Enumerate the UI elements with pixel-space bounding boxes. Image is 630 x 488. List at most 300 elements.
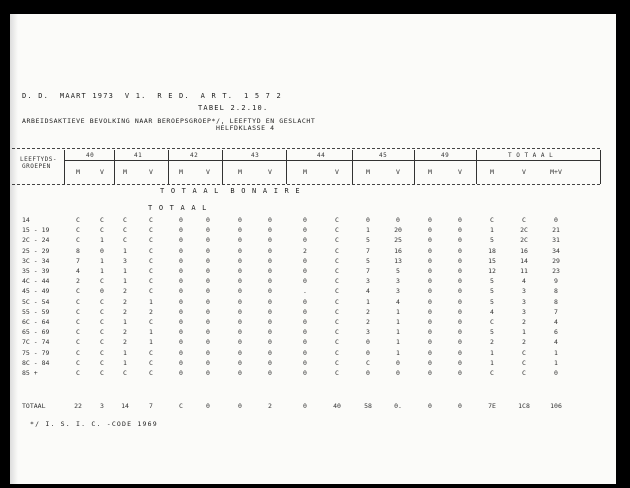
row-label: 4C - 44 <box>22 277 50 286</box>
sex-header: M <box>303 168 307 176</box>
table-cell: 0 <box>206 236 210 245</box>
table-cell: 0 <box>458 328 462 337</box>
age-header-line2: GROEPEN <box>22 163 51 170</box>
table-cell: 0 <box>268 267 272 275</box>
table-cell: C <box>335 236 339 245</box>
table-cell: 29 <box>552 256 560 265</box>
table-cell: 0 <box>458 287 462 296</box>
table-cell: C <box>335 267 339 275</box>
table-cell: 0 <box>206 226 210 235</box>
table-cell: C <box>149 318 153 326</box>
table-cell: C <box>100 297 104 306</box>
header-column-separator <box>352 150 353 184</box>
sex-header: M <box>428 168 432 176</box>
header-column-separator <box>222 150 223 184</box>
table-cell: 0 <box>238 287 242 296</box>
table-cell: 1 <box>490 348 494 357</box>
table-cell: 0 <box>268 236 272 245</box>
table-cell: 2 <box>522 338 526 347</box>
table-cell: 0 <box>428 338 432 347</box>
table-cell: 2C <box>520 236 528 245</box>
table-cell: 0 <box>268 348 272 357</box>
table-number: TABEL 2.2.10. <box>198 104 269 112</box>
table-cell: C <box>149 267 153 275</box>
table-title: ARBEIDSAKTIEVE BEVOLKING NAAR BEROEPSGROEP*/, LEEFTYD EN GESLACHT <box>22 117 316 125</box>
table-cell: 2 <box>123 287 127 296</box>
table-cell: 0 <box>268 297 272 306</box>
table-cell: 14 <box>520 256 528 265</box>
table-cell: 1 <box>554 358 558 367</box>
table-cell: 0 <box>458 358 462 367</box>
table-cell: 8 <box>554 297 558 306</box>
table-cell: 15 <box>488 256 496 265</box>
table-cell: 0 <box>303 348 307 357</box>
sex-header: V <box>268 168 272 176</box>
table-cell: 5 <box>490 236 494 245</box>
table-cell: C <box>123 216 127 224</box>
table-cell: 0 <box>238 297 242 306</box>
table-cell: C <box>100 307 104 316</box>
header-column-separator <box>286 150 287 184</box>
row-label: 2C - 24 <box>22 236 50 245</box>
table-cell: 0 <box>458 246 462 255</box>
table-cell: 1 <box>396 338 400 347</box>
table-cell: C <box>76 358 80 367</box>
table-cell: 2 <box>123 328 127 337</box>
table-cell: 3 <box>366 277 370 286</box>
table-cell: 0 <box>268 307 272 316</box>
table-cell: 9 <box>554 277 558 286</box>
group-header-44: 44 <box>317 152 326 159</box>
table-cell: 0 <box>268 369 272 377</box>
table-cell: 3 <box>123 256 127 265</box>
table-cell: C <box>149 226 153 235</box>
table-cell: C <box>335 256 339 265</box>
table-cell: C <box>123 369 127 377</box>
table-cell: 4 <box>76 267 80 275</box>
table-cell: C <box>522 348 526 357</box>
sex-header: M <box>179 168 183 176</box>
table-cell: C <box>335 369 339 377</box>
table-cell: 3 <box>522 287 526 296</box>
table-cell: C <box>149 277 153 286</box>
table-cell: 0 <box>303 256 307 265</box>
table-cell: 0 <box>458 307 462 316</box>
table-cell: C <box>335 338 339 347</box>
table-cell: 0 <box>238 358 242 367</box>
table-cell: 0 <box>179 226 183 235</box>
table-cell: 1 <box>396 318 400 326</box>
table-cell: 0 <box>238 246 242 255</box>
table-cell: 1 <box>366 297 370 306</box>
table-cell: 1 <box>396 328 400 337</box>
header-line: D. D. MAART 1973 V 1. R E D. A R T. 1 5 7 2 <box>22 92 282 100</box>
table-cell: 0 <box>428 297 432 306</box>
sex-header: M+V <box>550 168 562 176</box>
table-cell: 5 <box>366 256 370 265</box>
table-cell: 0 <box>458 318 462 326</box>
table-cell: 23 <box>552 267 560 275</box>
row-label: 3C - 34 <box>22 256 50 265</box>
table-cell: 0 <box>303 402 307 410</box>
table-cell: 0 <box>206 328 210 337</box>
table-cell: 0 <box>238 348 242 357</box>
table-cell: 0 <box>238 236 242 245</box>
section-heading-bonaire: T O T A A L B O N A I R E <box>160 187 301 195</box>
table-cell: 0 <box>268 318 272 326</box>
table-cell: 0 <box>428 267 432 275</box>
row-label: 15 - 19 <box>22 226 50 235</box>
table-cell: 0 <box>179 256 183 265</box>
table-cell: 0 <box>396 358 400 367</box>
section-heading-totaal: T O T A A L <box>148 204 208 212</box>
sex-header: V <box>100 168 104 176</box>
table-cell: 0 <box>206 216 210 224</box>
table-cell: 0 <box>238 267 242 275</box>
table-cell: 0 <box>428 358 432 367</box>
table-cell: 2 <box>123 297 127 306</box>
page-shadow <box>10 14 18 484</box>
table-cell: 0 <box>238 318 242 326</box>
table-cell: 3 <box>396 277 400 286</box>
table-cell: 0 <box>428 318 432 326</box>
table-cell: 0 <box>554 369 558 377</box>
table-cell: 2 <box>76 277 80 286</box>
table-cell: C <box>76 226 80 235</box>
table-cell: C <box>100 277 104 286</box>
table-cell: 0 <box>206 402 210 410</box>
table-cell: 0 <box>428 307 432 316</box>
table-cell: 0 <box>238 402 242 410</box>
table-cell: 0 <box>238 338 242 347</box>
table-cell: 0 <box>179 267 183 275</box>
table-cell: 3 <box>396 287 400 296</box>
table-cell: 0 <box>206 318 210 326</box>
sex-header: V <box>522 168 526 176</box>
row-label: TOTAAL <box>22 402 46 410</box>
footnote: */ I. S. I. C. -CODE 1969 <box>30 420 158 428</box>
table-cell: 0 <box>238 328 242 337</box>
table-cell: 1C8 <box>518 402 530 410</box>
table-cell: C <box>335 246 339 255</box>
table-cell: 0 <box>303 216 307 224</box>
table-cell: 0 <box>366 338 370 347</box>
table-cell: 4 <box>554 318 558 326</box>
header-column-separator <box>476 150 477 184</box>
table-cell: 7 <box>366 246 370 255</box>
table-cell: 7 <box>76 256 80 265</box>
table-cell: 0 <box>206 256 210 265</box>
table-cell: 0 <box>206 297 210 306</box>
sex-header: M <box>366 168 370 176</box>
table-cell: 3 <box>100 402 104 410</box>
table-cell: 0 <box>268 338 272 347</box>
table-cell: C <box>100 338 104 347</box>
table-cell: 0 <box>100 287 104 296</box>
table-cell: C <box>335 226 339 235</box>
table-cell: C <box>335 358 339 367</box>
table-cell: C <box>100 328 104 337</box>
table-cell: 5 <box>490 287 494 296</box>
header-bottom-rule <box>12 184 600 185</box>
table-cell: 0 <box>428 256 432 265</box>
row-label: 14 <box>22 216 30 224</box>
table-cell: 0 <box>428 328 432 337</box>
table-cell: 0 <box>303 318 307 326</box>
table-cell: 8 <box>76 246 80 255</box>
header-column-separator <box>600 150 601 184</box>
table-cell: 0 <box>206 338 210 347</box>
table-cell: 2C <box>520 226 528 235</box>
table-cell: 1 <box>396 307 400 316</box>
table-cell: C <box>76 297 80 306</box>
header-top-rule <box>12 148 600 149</box>
table-cell: 0 <box>268 328 272 337</box>
table-cell: 18 <box>488 246 496 255</box>
age-header-line1: LEEFTYDS- <box>20 156 58 163</box>
table-cell: C <box>123 226 127 235</box>
table-cell: C <box>100 358 104 367</box>
table-cell: 2 <box>123 338 127 347</box>
table-cell: 1 <box>149 328 153 337</box>
table-cell: C <box>149 369 153 377</box>
table-cell: . <box>303 287 307 296</box>
row-label: 85 + <box>22 369 38 377</box>
table-cell: 2 <box>123 307 127 316</box>
table-cell: 0 <box>458 216 462 224</box>
table-cell: C <box>76 338 80 347</box>
table-cell: C <box>149 236 153 245</box>
table-cell: 3 <box>522 307 526 316</box>
header-column-separator <box>414 150 415 184</box>
table-cell: C <box>100 318 104 326</box>
table-cell: C <box>522 369 526 377</box>
row-label: 6C - 64 <box>22 318 50 326</box>
table-cell: 16 <box>520 246 528 255</box>
table-cell: C <box>76 318 80 326</box>
table-cell: C <box>76 307 80 316</box>
table-cell: C <box>149 348 153 357</box>
table-cell: 0 <box>396 216 400 224</box>
table-cell: 21 <box>552 226 560 235</box>
table-cell: 11 <box>520 267 528 275</box>
table-cell: 7E <box>488 402 496 410</box>
sex-header: M <box>123 168 127 176</box>
group-header-42: 42 <box>190 152 199 159</box>
table-cell: C <box>100 226 104 235</box>
table-cell: 0 <box>303 328 307 337</box>
table-cell: 0 <box>303 297 307 306</box>
table-cell: 1 <box>554 348 558 357</box>
table-cell: 0 <box>303 369 307 377</box>
table-cell: 0 <box>206 246 210 255</box>
table-cell: 1 <box>490 226 494 235</box>
table-cell: 0 <box>206 277 210 286</box>
table-cell: 58 <box>364 402 372 410</box>
table-cell: 1 <box>123 277 127 286</box>
table-cell: 2 <box>268 402 272 410</box>
table-cell: C <box>76 328 80 337</box>
table-cell: 0 <box>268 216 272 224</box>
table-cell: 5 <box>490 328 494 337</box>
table-cell: 0 <box>268 226 272 235</box>
table-cell: C <box>335 287 339 296</box>
table-cell: 0 <box>458 369 462 377</box>
table-cell: 5 <box>490 277 494 286</box>
group-header-41: 41 <box>134 152 143 159</box>
table-cell: 3 <box>366 328 370 337</box>
table-cell: 0 <box>179 318 183 326</box>
table-cell: 0 <box>238 256 242 265</box>
table-cell: C <box>149 358 153 367</box>
table-cell: 5 <box>366 236 370 245</box>
table-cell: 0 <box>179 287 183 296</box>
table-cell: 0 <box>179 369 183 377</box>
table-cell: C <box>76 348 80 357</box>
table-cell: 7 <box>554 307 558 316</box>
table-cell: 1 <box>123 348 127 357</box>
table-cell: C <box>335 348 339 357</box>
table-cell: 0 <box>458 277 462 286</box>
header-column-separator <box>114 150 115 184</box>
sex-header: V <box>396 168 400 176</box>
row-label: 55 - 59 <box>22 307 50 316</box>
table-cell: C <box>522 358 526 367</box>
table-cell: 0 <box>428 348 432 357</box>
table-cell: 0 <box>303 307 307 316</box>
table-cell: 0 <box>428 402 432 410</box>
table-cell: 4 <box>366 287 370 296</box>
table-cell: 1 <box>123 246 127 255</box>
table-cell: C <box>149 287 153 296</box>
table-cell: 0 <box>303 236 307 245</box>
table-cell: 2 <box>366 318 370 326</box>
table-cell: 6 <box>554 328 558 337</box>
table-cell: 0 <box>268 277 272 286</box>
table-cell: 0 <box>238 216 242 224</box>
table-cell: 0 <box>396 369 400 377</box>
table-cell: 1 <box>522 328 526 337</box>
table-cell: 2 <box>366 307 370 316</box>
table-cell: C <box>335 277 339 286</box>
table-cell: 1 <box>123 267 127 275</box>
table-cell: 4 <box>396 297 400 306</box>
table-cell: 0 <box>268 358 272 367</box>
table-cell: 1 <box>149 338 153 347</box>
sex-header: M <box>238 168 242 176</box>
table-cell: 14 <box>121 402 129 410</box>
table-cell: 5 <box>490 297 494 306</box>
table-cell: 0 <box>268 256 272 265</box>
table-cell: C <box>179 402 183 410</box>
group-header-45: 45 <box>379 152 388 159</box>
table-cell: 0 <box>238 307 242 316</box>
table-cell: C <box>490 216 494 224</box>
table-cell: 0 <box>458 267 462 275</box>
table-cell: 0 <box>554 216 558 224</box>
table-cell: 0 <box>238 369 242 377</box>
table-cell: 22 <box>74 402 82 410</box>
table-cell: 0 <box>458 402 462 410</box>
table-cell: 0 <box>179 338 183 347</box>
table-cell: 0 <box>458 348 462 357</box>
row-label: 35 - 39 <box>22 267 50 275</box>
table-cell: 2 <box>522 318 526 326</box>
table-cell: 2 <box>303 246 307 255</box>
group-divider-rule <box>64 160 600 161</box>
table-cell: 0 <box>100 246 104 255</box>
table-cell: 0 <box>303 358 307 367</box>
table-cell: 0 <box>206 307 210 316</box>
table-cell: C <box>490 369 494 377</box>
table-cell: C <box>490 318 494 326</box>
table-subtitle: HELFDKLASSE 4 <box>216 124 275 132</box>
table-cell: 0 <box>206 287 210 296</box>
table-cell: 0 <box>303 226 307 235</box>
sex-header: M <box>490 168 494 176</box>
table-cell: 0 <box>428 369 432 377</box>
table-cell: 0 <box>303 277 307 286</box>
table-cell: 0 <box>179 236 183 245</box>
table-cell: C <box>522 216 526 224</box>
table-cell: 0 <box>458 256 462 265</box>
row-label: 5C - 54 <box>22 297 50 306</box>
table-cell: 12 <box>488 267 496 275</box>
table-cell: 0 <box>458 236 462 245</box>
table-cell: 0 <box>366 348 370 357</box>
table-cell: 0 <box>179 307 183 316</box>
table-cell: 0 <box>428 287 432 296</box>
table-cell: 106 <box>550 402 562 410</box>
table-cell: 13 <box>394 256 402 265</box>
table-cell: 4 <box>522 277 526 286</box>
table-cell: C <box>149 256 153 265</box>
row-label: 75 - 79 <box>22 348 50 357</box>
table-cell: C <box>149 216 153 224</box>
table-cell: 1 <box>123 358 127 367</box>
table-cell: 4 <box>490 307 494 316</box>
table-cell: C <box>335 318 339 326</box>
header-column-separator <box>168 150 169 184</box>
group-header-totaal: T O T A A L <box>508 152 554 159</box>
group-header-40: 40 <box>86 152 95 159</box>
row-label: 65 - 69 <box>22 328 50 337</box>
table-cell: 0 <box>366 216 370 224</box>
table-cell: C <box>76 216 80 224</box>
table-cell: 0 <box>206 348 210 357</box>
sex-header: V <box>206 168 210 176</box>
table-cell: 0 <box>303 338 307 347</box>
table-cell: 2 <box>490 338 494 347</box>
row-label: 25 - 29 <box>22 246 50 255</box>
table-cell: 0 <box>366 369 370 377</box>
table-cell: 0 <box>179 297 183 306</box>
table-cell: 16 <box>394 246 402 255</box>
table-cell: 0 <box>428 277 432 286</box>
table-cell: 25 <box>394 236 402 245</box>
table-cell: 0 <box>428 246 432 255</box>
sex-header: V <box>335 168 339 176</box>
table-cell: 0 <box>179 246 183 255</box>
table-cell: 0 <box>303 267 307 275</box>
table-cell: 1 <box>123 318 127 326</box>
table-cell: 0 <box>268 287 272 296</box>
table-cell: 34 <box>552 246 560 255</box>
table-cell: 0 <box>206 369 210 377</box>
table-cell: 0 <box>179 348 183 357</box>
table-cell: 4 <box>554 338 558 347</box>
table-cell: 0 <box>179 216 183 224</box>
